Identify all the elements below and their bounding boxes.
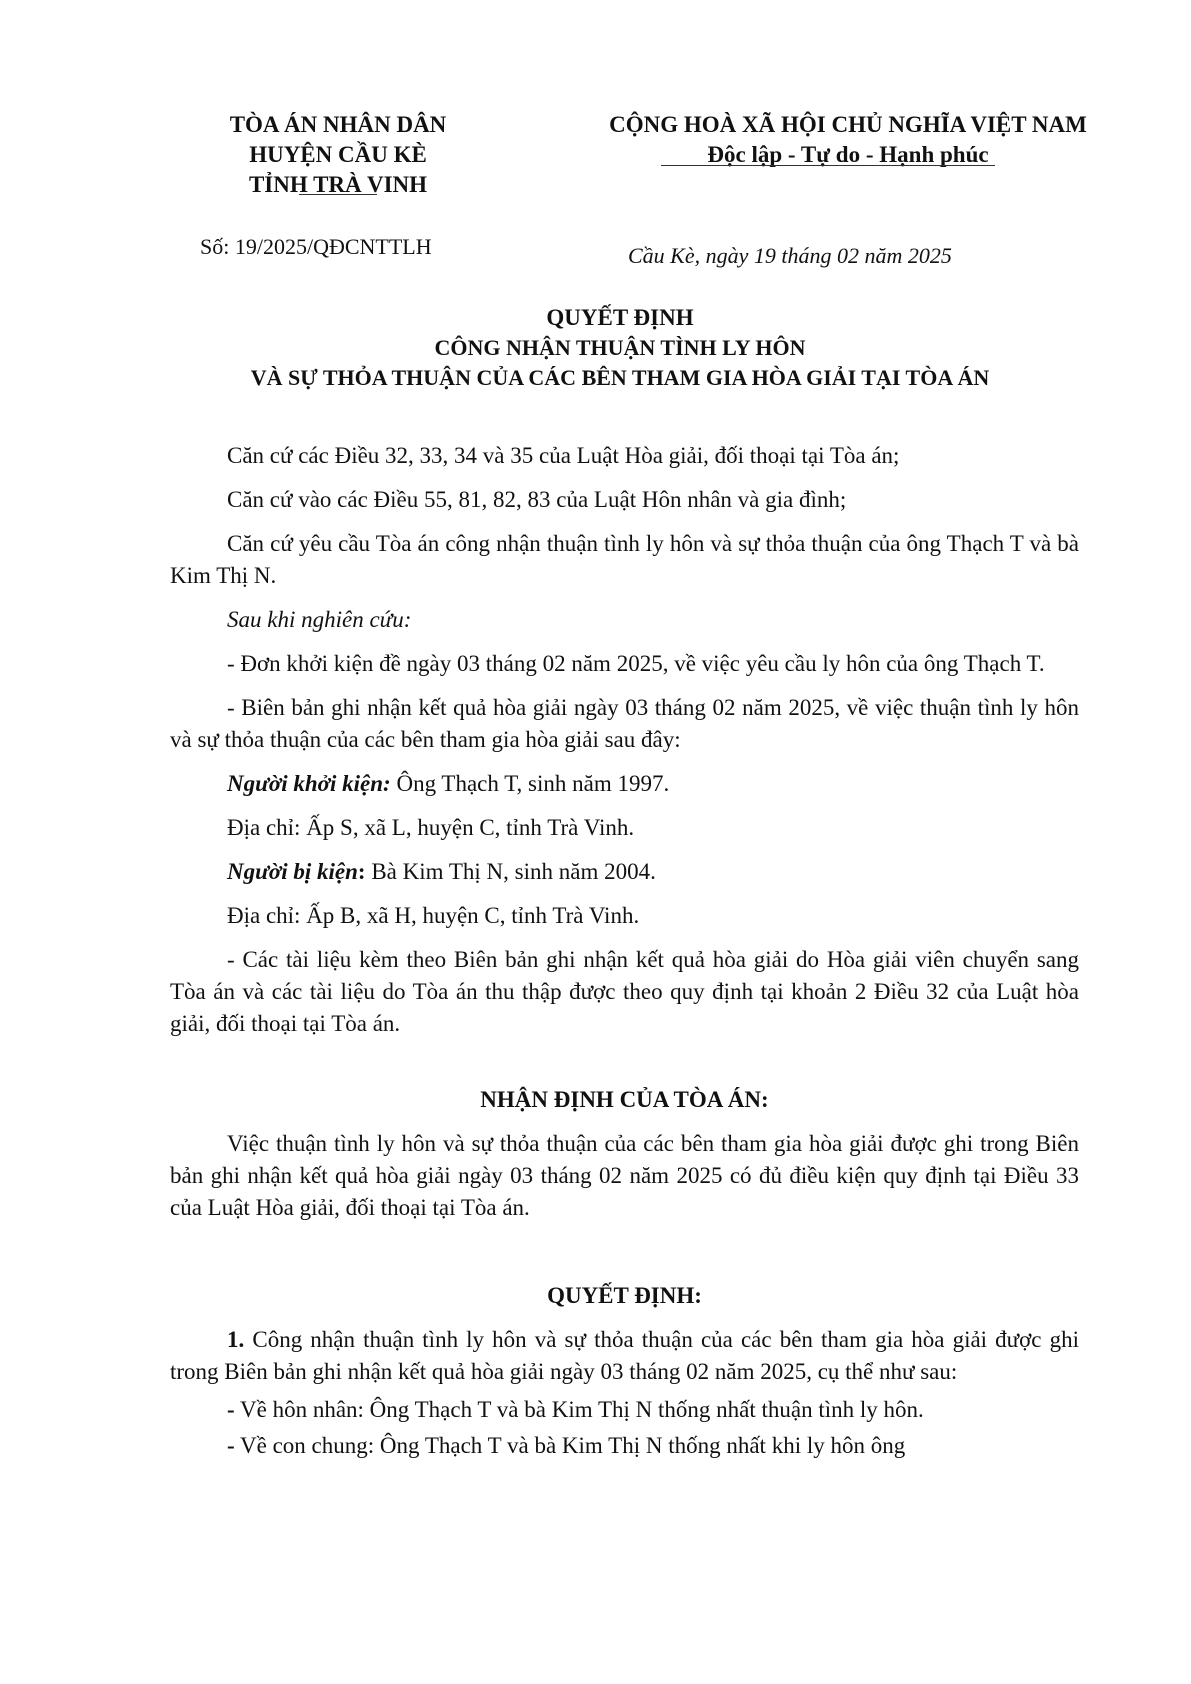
national-name: CỘNG HOÀ XÃ HỘI CHỦ NGHĨA VIỆT NAM — [609, 112, 1087, 137]
national-header — [568, 110, 1128, 170]
plaintiff-label: Người khởi kiện: — [227, 771, 391, 796]
basis-paragraph-1: Căn cứ các Điều 32, 33, 34 và 35 của Luật Hòa giải, đối thoại tại Tòa án; — [227, 443, 900, 468]
marriage-dash: - — [227, 1397, 235, 1422]
title-sub-2: VÀ SỰ THỎA THUẬN CỦA CÁC BÊN THAM GIA HÒA GIẢI TẠI TÒA ÁN — [250, 365, 990, 390]
defendant-line — [170, 856, 1079, 888]
document-title — [170, 303, 1070, 393]
defendant-colon: : — [357, 859, 366, 884]
defendant-label: Người bị kiện — [227, 859, 358, 884]
marriage-clause — [170, 1394, 1079, 1426]
attachments-paragraph: - Các tài liệu kèm theo Biên bản ghi nhận kết quả hòa giải do Hòa giải viên chuyển sang Tòa án và các tài liệu do Tòa án thu thập được theo quy định tại khoản 2 Điều 32 của Luật hòa giải, đối thoại tại Tòa án. — [170, 947, 1079, 1036]
place-date: Cầu Kè, ngày 19 tháng 02 năm 2025 — [628, 243, 952, 268]
plaintiff-address: Địa chỉ: Ấp S, xã L, huyện C, tỉnh Trà Vinh. — [227, 815, 635, 840]
mediation-record-paragraph: - Biên bản ghi nhận kết quả hòa giải ngày 03 tháng 02 năm 2025, về việc thuận tình ly hôn và sự thỏa thuận của các bên tham gia hòa giải sau đây: — [170, 695, 1079, 752]
study-intro: Sau khi nghiên cứu: — [227, 607, 412, 632]
basis-paragraph-3: Căn cứ yêu cầu Tòa án công nhận thuận tình ly hôn và sự thỏa thuận của ông Thạch T và bà Kim Thị N. — [170, 531, 1079, 588]
children-text: Về con chung: Ông Thạch T và bà Kim Thị N thống nhất khi ly hôn ông — [234, 1433, 906, 1458]
document-number: Số: 19/2025/QĐCNTTLH — [200, 234, 432, 259]
assessment-text: Việc thuận tình ly hôn và sự thỏa thuận của các bên tham gia hòa giải được ghi trong Biên bản ghi nhận kết quả hòa giải ngày 03 tháng 02 năm 2025 có đủ điều kiện quy định tại Điều 33 của Luật Hòa giải, đối thoại tại Tòa án. — [170, 1131, 1079, 1220]
children-dash: - — [227, 1433, 235, 1458]
decision-heading: QUYẾT ĐỊNH: — [547, 1283, 702, 1308]
defendant-address: Địa chỉ: Ấp B, xã H, huyện C, tỉnh Trà Vinh. — [227, 903, 640, 928]
title-main: QUYẾT ĐỊNH — [546, 305, 694, 330]
defendant-value: Bà Kim Thị N, sinh năm 2004. — [365, 859, 656, 884]
complaint-paragraph: - Đơn khởi kiện đề ngày 03 tháng 02 năm 2025, về việc yêu cầu ly hôn của ông Thạch T. — [227, 651, 1045, 676]
decision-section — [170, 1280, 1079, 1462]
court-province: TỈNH TRÀ VINH — [248, 172, 428, 197]
court-name: TÒA ÁN NHÂN DÂN — [229, 112, 447, 137]
court-district: HUYỆN CẦU KÈ — [249, 142, 427, 167]
assessment-heading: NHẬN ĐỊNH CỦA TÒA ÁN: — [480, 1087, 769, 1112]
decision-item-1 — [170, 1324, 1079, 1388]
basis-section — [170, 440, 1079, 1040]
national-motto: Độc lập - Tự do - Hạnh phúc — [707, 142, 989, 167]
plaintiff-value: Ông Thạch T, sinh năm 1997. — [390, 771, 670, 796]
children-clause — [170, 1430, 1079, 1462]
plaintiff-line — [170, 768, 1079, 800]
basis-paragraph-2: Căn cứ vào các Điều 55, 81, 82, 83 của Luật Hôn nhân và gia đình; — [227, 487, 847, 512]
decision-item-1-text: Công nhận thuận tình ly hôn và sự thỏa thuận của các bên tham gia hòa giải được ghi trong Biên bản ghi nhận kết quả hòa giải ngày 03 tháng 02 năm 2025, cụ thể như sau: — [170, 1327, 1079, 1384]
assessment-section — [170, 1084, 1079, 1224]
motto-underline — [661, 165, 995, 166]
decision-item-1-number: 1. — [227, 1327, 245, 1352]
title-sub-1: CÔNG NHẬN THUẬN TÌNH LY HÔN — [434, 335, 806, 360]
marriage-text: Về hôn nhân: Ông Thạch T và bà Kim Thị N thống nhất thuận tình ly hôn. — [234, 1397, 924, 1422]
court-header — [188, 110, 488, 200]
court-header-underline — [299, 194, 377, 195]
